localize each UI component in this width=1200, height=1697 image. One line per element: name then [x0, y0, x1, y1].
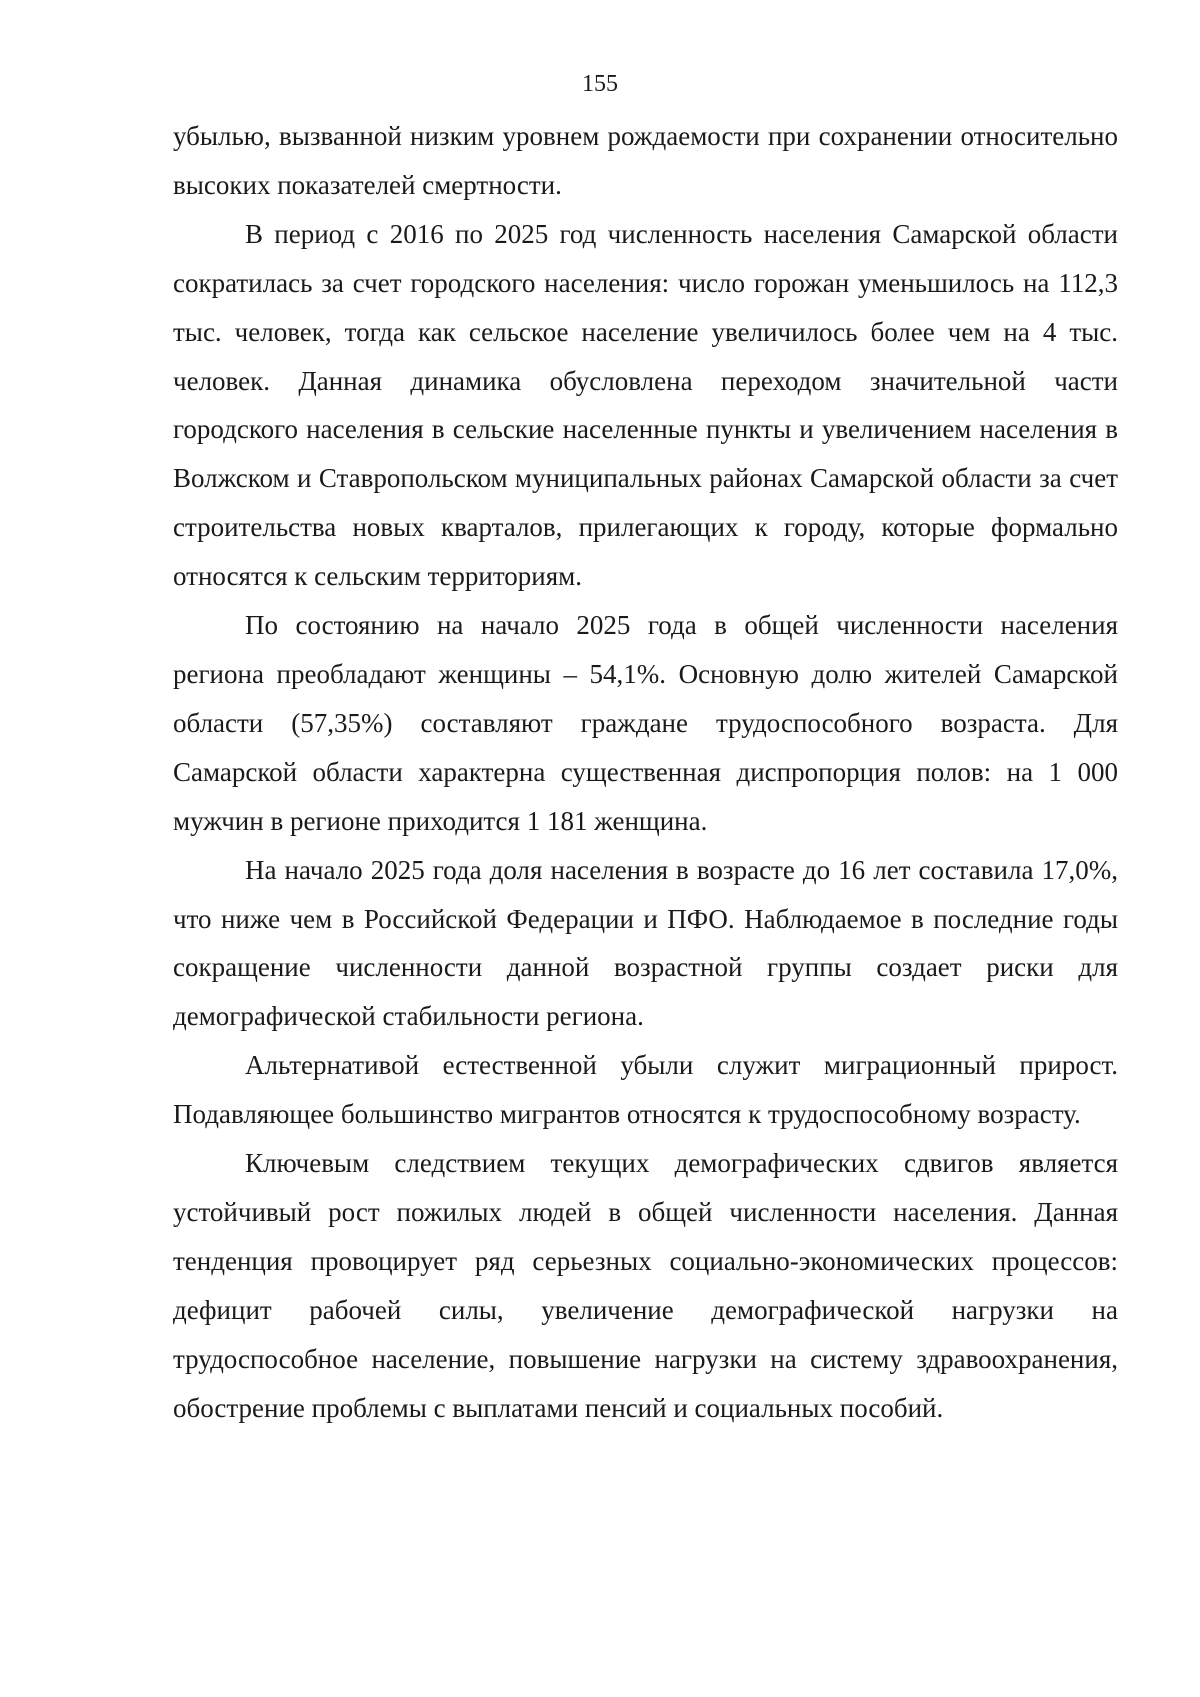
paragraph-6: Ключевым следствием текущих демографических сдвигов является устойчивый рост пожилых людей в общей численности населения. Данная тенденция провоцирует ряд серьезных социально-экономических процессов: дефицит рабочей силы, увеличение демографической нагрузки на трудоспособное население, повышение нагрузки на систему здравоохранения, обострение проблемы с выплатами пенсий и социальных пособий.	[173, 1148, 1118, 1423]
paragraph-5: Альтернативой естественной убыли служит миграционный прирост. Подавляющее большинство мигрантов относятся к трудоспособному возрасту.	[173, 1050, 1118, 1130]
paragraph-3: По состоянию на начало 2025 года в общей численности населения региона преобладают женщины – 54,1%. Основную долю жителей Самарской области (57,35%) составляют граждане трудоспособного возраста. Для Самарской области характерна существенная диспропорция полов: на 1 000 мужчин в регионе приходится 1 181 женщина.	[173, 610, 1118, 836]
text-body	[173, 112, 1118, 1432]
page-number: 155	[582, 71, 618, 97]
paragraph-1: убылью, вызванной низким уровнем рождаемости при сохранении относительно высоких показателей смертности.	[173, 121, 1118, 200]
paragraph-2: В период с 2016 по 2025 год численность населения Самарской области сократилась за счет городского населения: число горожан уменьшилось на 112,3 тыс. человек, тогда как сельское население увеличилось более чем на 4 тыс. человек. Данная динамика обусловлена переходом значительной части городского населения в сельские населенные пункты и увеличением населения в Волжском и Ставропольском муниципальных районах Самарской области за счет строительства новых кварталов, прилегающих к городу, которые формально относятся к сельским территориям.	[173, 218, 1118, 592]
paragraph-4: На начало 2025 года доля населения в возрасте до 16 лет составила 17,0%, что ниже чем в Российской Федерации и ПФО. Наблюдаемое в последние годы сокращение численности данной возрастной группы создает риски для демографической стабильности региона.	[173, 854, 1118, 1032]
